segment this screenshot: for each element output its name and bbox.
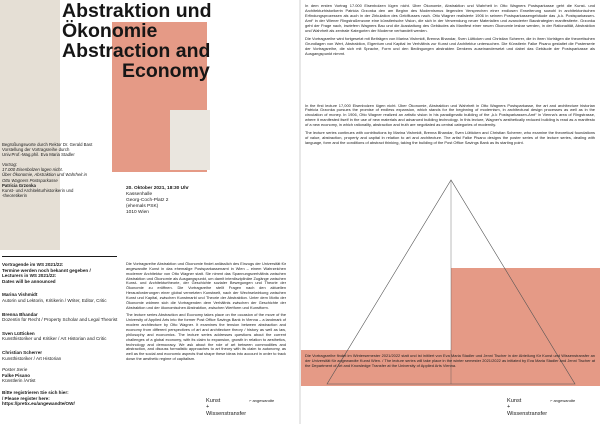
right-body-final — [305, 354, 595, 372]
register-url[interactable]: https://pretix.eu/angewandte/OW/ — [2, 401, 75, 407]
lecture-speaker-role-1: Kunst- und Architekturhistorikerin und — [2, 188, 74, 194]
lecture-title-1: 17.000 Eisenbolzen lügen nicht. — [2, 167, 63, 173]
title-de-line1: Abstraktion und — [62, 0, 212, 22]
register-line-1: Bitte registrieren Sie sich hier: — [2, 389, 69, 395]
right-final-text: Die Vortragsreihe findet im Wintersemester 2021/2022 statt und ist initiiert von Eva Maria Stadler und Jenni Tischer in der Abteilung für Kunst und Wissenstransfer an der Universität für angewandte Kunst Wien. / The lecture series will take place in the winter semester 2021/2022 as initiated by Eva Maria Stadler and Jenni Tischer at the Department of Art and Knowledge Transfer at the University of Applied Arts Vienna. — [305, 353, 595, 368]
speaker-role: Kunsthistoriker / Art Historian — [2, 355, 62, 361]
lecture-speaker-role-2: -theoretikerin — [2, 193, 28, 199]
speaker-name: Christian Scherrer — [2, 349, 43, 355]
intro-line3: Univ.Prof.-Mag.phil. Eva Maria Stadler — [2, 152, 75, 158]
event-venue-2: Georg-Coch-Platz 2 — [126, 198, 169, 203]
event-venue-1: Kassenhalle — [126, 192, 153, 197]
series-heading-3: Lecturers in WS 2021/22: — [2, 273, 57, 279]
right-page — [301, 0, 600, 424]
logo-mark — [249, 398, 274, 403]
series-heading-4: Dates will be announced — [2, 278, 56, 284]
title-en-line1: Abstraction and — [62, 39, 211, 62]
series-heading-2: Termine werden noch bekannt gegeben / — [2, 267, 91, 273]
right-body-de-1: In dem ersten Vortrag 17.000 Eisenbolzen lügen nicht. Über Ökonomie, Abstraktion und Wahrheit in Otto Wagners Postsparkasse geht die Kunst- und Architekturhistorikerin Patricia Grzonka den am Beginn des Modernismus liegenden Versprechen einer endlosen Erweiterung sowohl in architektonischen Erfindungsprozessen als auch in der Zirkulation des Geldflusses nach. Otto Wagner realisierte 1906 in seinem Postsparkassengebäude das „k.k. Postsparkassen-Amt“ in der Wiener Ringstraßenzone eine künstlerische Vision, die sich in der Verwendung neuer Materialien und avancierter Baustrategien manifestierte. Grzonka geht der Frage nach, inwiefern Wagners Bau und die Ausstattung des Gebäudes als Manifest einer neuen Ökonomie lesbar werden, in der Rationalität, Abstraktion und Wahrheit als zentrale Kategorien der Moderne verhandelt werden. — [305, 3, 595, 33]
intro-line2: Vorstellung der Vortragsreihe durch — [2, 147, 70, 153]
event-venue-3: (ehemals PSK) — [126, 204, 159, 209]
left-body-de: Die Vortragsreihe Abstraktion und Ökonomie findet anlässlich des Einzugs der Universität für angewandte Kunst in das ehemalige Postsparkassenamt in Wien – einem Wahrzeichen moderner Architektur von Otto Wagner statt. Sie nimmt das Spannungsverhältnis zwischen Abstraktion und Ökonomie als Ausgangspunkt, um damit interdisziplinäre Zugänge zwischen Kunst- und Architekturtheorie, der Geschichte sozialer Bewegungen und Theorie der Ökonomie zu eröffnen. Die Vortragsreihe stellt Fragen nach den aktuellen Herausforderungen einer global vernetzten Kunstwelt, nach der Wechselwirkung zwischen Kunst und Kapital, zwischen Kunstmarkt und Theorie der Abstraktion. Unter dem Motto der Ökonomie widmen sich die Vortragenden dem Verhältnis zwischen der Geschichte der Abstraktion und der ökonomischen Abstraktion, zwischen Wertform und Kunstform. — [126, 261, 286, 310]
logo-mark-text: angewandte — [252, 398, 275, 403]
left-page — [0, 0, 299, 424]
speaker-role: Autorin und Lektorin, Kritikerin / Writer, Editor, Critic — [2, 297, 107, 303]
right-body-column — [305, 4, 595, 149]
speaker-name: Brenna Bhandar — [2, 311, 38, 317]
series-block — [2, 262, 120, 407]
logo-word-1: Kunst — [507, 398, 522, 404]
title-de-line2: Ökonomie — [62, 19, 158, 42]
event-block — [126, 186, 226, 216]
logo-word-2: + — [206, 404, 210, 411]
speaker-name: Sven Lütticken — [2, 330, 35, 336]
event-venue-4: 1010 Wien — [126, 210, 149, 215]
lecture-block — [2, 162, 120, 198]
logo-words — [507, 398, 547, 417]
logo-mark-text: angewandte — [553, 398, 576, 403]
logo-word-1: Kunst — [206, 398, 221, 404]
right-body-de-2: Die Vortragsreihe wird fortgesetzt mit Beiträgen von Marina Vishmidt, Brenna Bhandar, Sven Lütticken und Christian Scherrer, die in ihren Vorträgen die theoretischen Grundlagen von Wert, Abstraktion, Eigentum und Kapital im Verhältnis zur Kunst und Architektur untersuchen. Die Künstlerin Falke Pisano gestaltet die Posterserie der Vortragsreihe, die sich mit Sprache, Form und den Bedingungen abstrakten Denkens auseinandersetzt und dabei das Gebäude der Postsparkasse als Ausgangspunkt nimmt. — [305, 35, 595, 56]
register-line-2: / Please register here: — [2, 395, 50, 401]
logo-words — [206, 398, 246, 417]
speaker-name: Marina Vishmidt — [2, 292, 38, 298]
logo-right — [507, 398, 575, 417]
tan-vertical-bar — [0, 0, 60, 250]
intro-block — [2, 142, 122, 158]
poster-name: Falke Pisano — [2, 372, 31, 378]
tan-block-small — [170, 110, 210, 170]
title-en-line2: Economy — [122, 59, 210, 82]
lecture-speaker: Patricia Grzonka — [2, 182, 36, 188]
angewandte-logo-icon: ⌐ — [550, 398, 553, 403]
lecture-title-2: Über Ökonomie, Abstraktion und Wahrheit in — [2, 172, 88, 178]
intro-greeting: Begrüßungsworte durch Rektor Dr. Gerald Bast — [2, 142, 93, 147]
right-body-en-1: In the first lecture 17,000 Eisenbolzen lügen nicht. Über Ökonomie, Abstraktion und Wahrheit in Otto Wagners Postsparkasse, the art and architecture historian Patricia Grzonka pursues the promise of endless expansion, which stands for the beginning of modernism, in architectural design processes as well as in the circulation of money. In 1906, Otto Wagner realized an artistic vision in his paradigmatic building of the „k.k Postsparkassen-Amt“ in Vienna's area of Ringstrasse, where it manifested itself in the use of new materials and advanced building technology. In this lecture, Wagner's aesthetically reduced building is read as a manifesto of a new economy, in which rationality, abstraction and truth are negotiated as central categories of modernity. — [305, 102, 595, 128]
logo-mark — [550, 398, 575, 403]
lecture-label: Vortrag: — [2, 162, 18, 167]
left-body-column — [126, 262, 286, 365]
speaker-role: Dozentin für Recht / Property Scholar and Legal Theorist — [2, 317, 118, 323]
right-body-en-2: The lecture series continues with contributions by Marina Vishmidt, Brenna Bhandar, Sven Lütticken and Christian Scherrer, who examine the theoretical foundations of value, abstraction, property and capital in relation to art and architecture. The artist Falke Pisano designs the poster series of the lecture series, dealing with language, form and the conditions of abstract thinking, taking the building of the Post Office Savings Bank as its starting point. — [305, 130, 595, 146]
left-body-en: The lecture series Abstraction and Economy takes place on the occasion of the move of the University of Applied Arts into the former Post Office Savings Bank in Vienna – a landmark of modern architecture by Otto Wagner. It examines the tension between abstraction and economy from different perspectives of art and architecture theory / history as well as law, philosophy and economics. The lecture series addresses questions about the current challenges of a global economy, with its claim to expansion, growth in relation to aesthetics, technology and democracy. We ask about the role of art between commodities and abstraction, and discuss formalistic approaches to art theory with its claim to autonomy, as well as the social and economic aspects that shape these ideas into account in order to track down the aesthetic regime of capitalism. — [126, 312, 286, 362]
logo-left — [206, 398, 274, 417]
poster-role: Künstlerin /Artist — [2, 378, 36, 384]
title-block — [62, 2, 294, 82]
logo-word-3: Wissenstransfer — [507, 410, 548, 417]
divider-rule — [2, 256, 117, 257]
speaker-role: Kunsthistoriker und Kritiker / Art Historian and Critic — [2, 336, 107, 342]
logo-word-3: Wissenstransfer — [206, 410, 247, 417]
logo-word-2: + — [507, 404, 511, 411]
series-heading-1: Vortragende im WS 2021/22: — [2, 262, 64, 267]
angewandte-logo-icon: ⌐ — [249, 398, 252, 403]
event-date-time: 20. Oktober 2021, 18:30 Uhr — [126, 186, 189, 191]
lecture-title-3: Otto Wagners Postsparkasse — [2, 177, 58, 183]
poster-label: Poster Serie — [2, 367, 28, 373]
